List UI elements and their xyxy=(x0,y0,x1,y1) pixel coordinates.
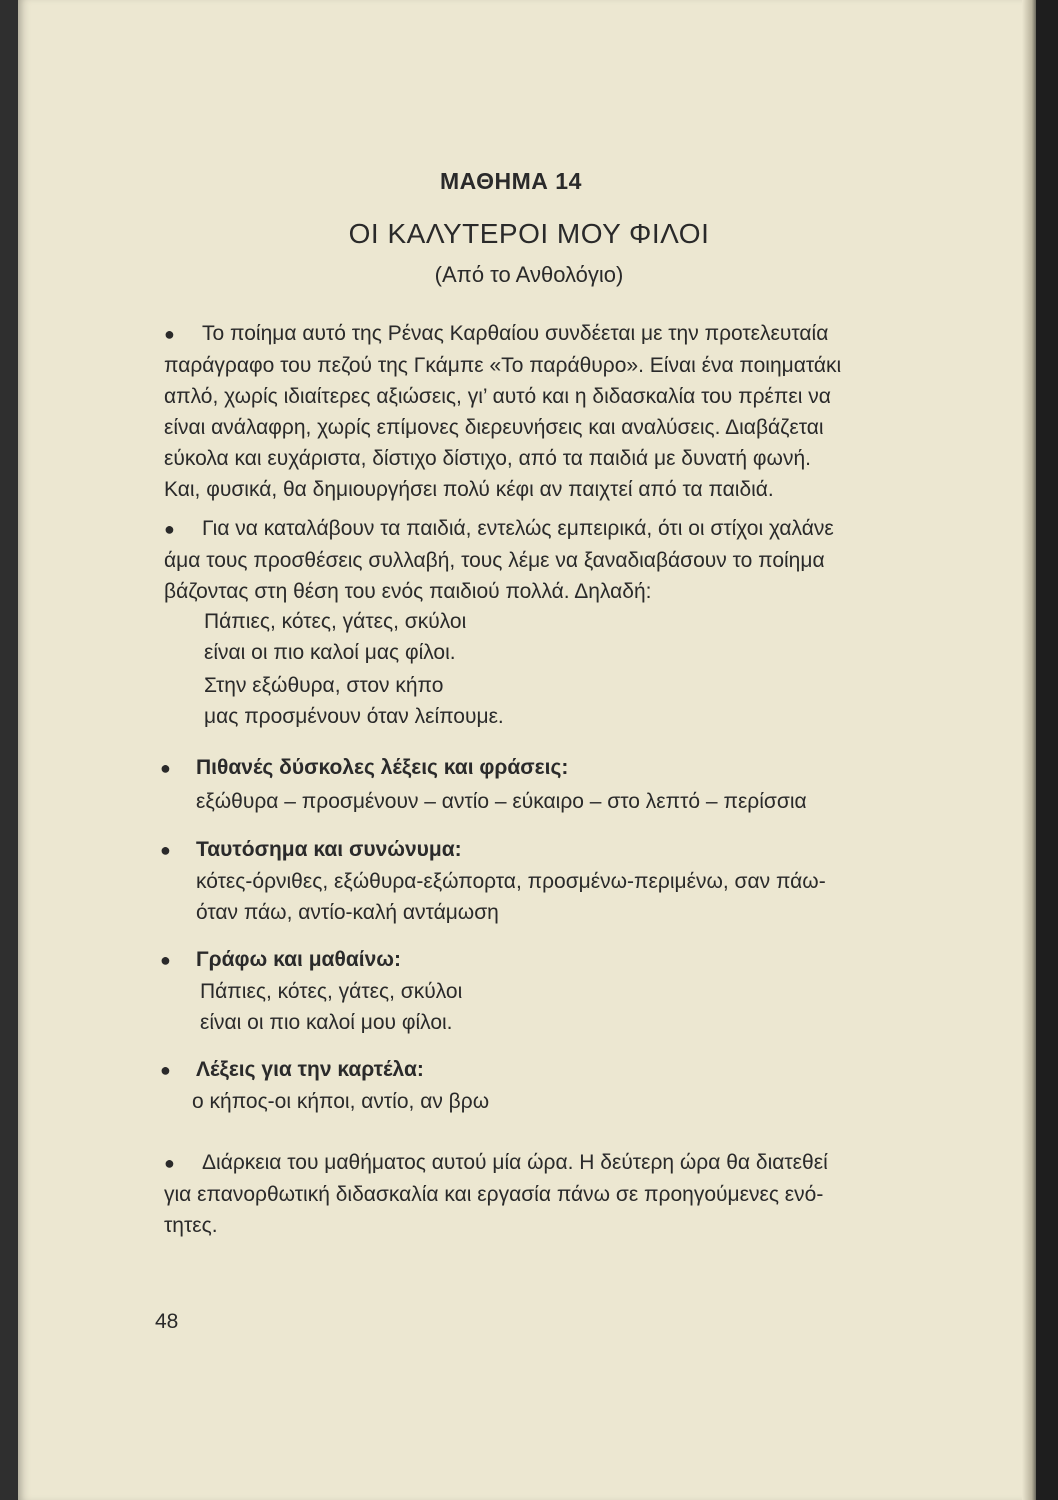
synonyms-heading: ● Ταυτόσημα και συνώνυμα: xyxy=(160,838,462,861)
bullet-icon: ● xyxy=(164,519,175,539)
source-note: (Από το Ανθολόγιο) xyxy=(434,262,624,287)
synonyms-list: κότες-όρνιθες, εξώθυρα-εξώπορτα, προσμένω-περιμένω, σαν πάω- όταν πάω, αντίο-καλή αντάμωση xyxy=(196,870,826,924)
syllable-paragraph: ● Για να καταλάβουν τα παιδιά, εντελώς εμπειρικά, ότι οι στίχοι χαλάνε άμα τους προσθέσεις συλλαβή, τους λέμε να ξαναδιαβάσουν το ποίημα βάζοντας στη θέση του ενός παιδιού πολλά. Δηλαδή: xyxy=(164,513,894,607)
write-learn-heading: ● Γράφω και μαθαίνω: xyxy=(160,948,401,971)
write-learn-lines: Πάπιες, κότες, γάτες, σκύλοι είναι οι πιο καλοί μου φίλοι. xyxy=(200,980,463,1034)
poem-stanza-2: Στην εξώθυρα, στον κήπο μας προσμένουν όταν λείπουμε. xyxy=(204,674,504,728)
difficult-words-list: εξώθυρα – προσμένουν – αντίο – εύκαιρο – στο λεπτό – περίσσια xyxy=(196,790,807,813)
duration-paragraph: ● Διάρκεια του μαθήματος αυτού μία ώρα. Η δεύτερη ώρα θα διατεθεί για επανορθωτική διδασκαλία και εργασία πάνω σε προηγούμενες ενό- τητες. xyxy=(164,1147,894,1241)
card-words-list: ο κήπος-οι κήποι, αντίο, αν βρω xyxy=(192,1090,490,1113)
page-title: ΟΙ ΚΑΛΥΤΕΡΟΙ ΜΟΥ ΦΙΛΟΙ xyxy=(348,218,710,249)
bullet-icon: ● xyxy=(164,324,175,344)
lesson-number: ΜΑΘΗΜΑ 14 xyxy=(440,168,582,194)
page-number: 48 xyxy=(155,1310,179,1333)
bullet-icon: ● xyxy=(164,1153,175,1173)
intro-paragraph: ● Το ποίημα αυτό της Ρένας Καρθαίου συνδέεται με την προτελευταία παράγραφο του πεζού της Γκάμπε «Το παράθυρο». Είναι ένα ποιηματάκι απλό, χωρίς ιδιαίτερες αξιώσεις, γι’ αυτό και η διδασκαλία του πρέπει να είναι ανάλαφρη, χωρίς επίμονες διερευνήσεις και αναλύσεις. Διαβάζεται εύκολα και ευχάριστα, δίστιχο δίστιχο, από τα παιδιά με δυνατή φωνή. Και, φυσικά, θα δημιουργήσει πολύ κέφι αν παιχτεί από τα παιδιά. xyxy=(164,318,894,505)
bullet-icon: ● xyxy=(160,758,171,778)
bullet-icon: ● xyxy=(160,1060,171,1080)
difficult-words-heading: ● Πιθανές δύσκολες λέξεις και φράσεις: xyxy=(160,756,569,779)
bullet-icon: ● xyxy=(160,950,171,970)
bullet-icon: ● xyxy=(160,840,171,860)
poem-stanza-1: Πάπιες, κότες, γάτες, σκύλοι είναι οι πιο καλοί μας φίλοι. xyxy=(204,610,467,664)
card-words-heading: ● Λέξεις για την καρτέλα: xyxy=(160,1058,424,1081)
